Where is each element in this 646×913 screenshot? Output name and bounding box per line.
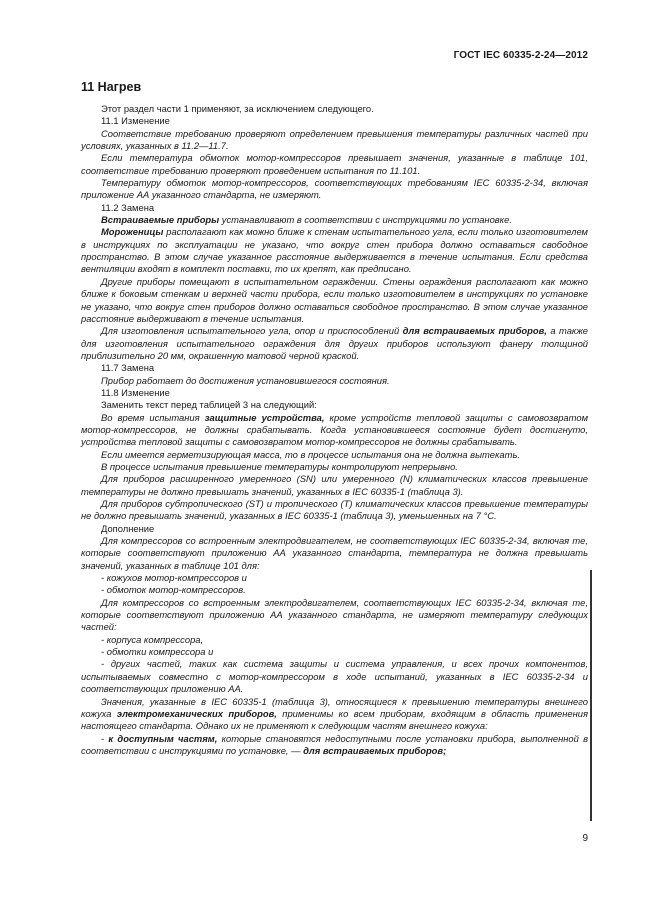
text-run: располагают как можно ближе к стенам испытательного угла, если только изготовителем в инструкциях по эксплуатации не указано, что вокруг стен прибора должно оставаться свободное пространство. В этом случае указанное расстояние выдерживается в течение испытания. Если средства вентиляции входят в комплект поставки, то их крепят, как предписано. (81, 226, 588, 275)
paragraph (81, 325, 588, 362)
defined-term: защитные устройства, (204, 411, 325, 423)
text-run: Для компрессоров со встроенным электродвигателем, не соответствующих IEC 60335-2-34, включая те, которые соответствуют приложению АА указанного стандарта, температура не должна превышать значений, указанных в таблице 101 для: (81, 535, 588, 571)
text-run: Для компрессоров со встроенным электродвигателем, соответствующих IEC 60335-2-34, включая те, которые соответствуют приложению АА указанного стандарта, не измеряют температуру следующих частей: (81, 596, 588, 633)
text-run: Для приборов субтропического (ST) и тропического (T) климатических классов превышение температуры не должно превышать значений, указанных в IEC 60335-1 (таблица 3), уменьшенных на 7 °С. (81, 498, 588, 522)
paragraph (81, 399, 588, 411)
paragraph (81, 276, 588, 325)
page-number: 9 (582, 833, 588, 844)
paragraph (81, 696, 588, 733)
text-run: - других частей, таких как система защиты и система управления, и всех прочих компонентов, испытываемых совместно с мотор-компрессором в ходе испытаний, указанных в IEC 60335-2-34 и соответствующих приложению АА. (81, 658, 588, 695)
paragraph (81, 152, 588, 177)
text-run: Во время испытания (101, 411, 205, 423)
text-run: Этот раздел части 1 применяют, за исключением следующего. (101, 103, 374, 114)
text-run: Прибор работает до достижения установившегося состояния. (101, 374, 390, 386)
text-run: устанавливают в соответствии с инструкциями по установке. (219, 214, 512, 226)
paragraph (81, 523, 588, 535)
paragraph (81, 375, 588, 387)
text-run: Дополнение (101, 522, 155, 534)
text-run: Значения, указанные в IEC 60335-1 (таблица 3), относящиеся к превышению температуры внешнего кожуха (81, 695, 588, 719)
paragraph (81, 202, 588, 214)
text-run: Для приборов расширенного умеренного (SN) или умеренного (N) климатических классов превышение температуры не должно превышать значений, указанных в IEC 60335-1 (таблица 3). (81, 473, 588, 497)
paragraph (81, 535, 588, 572)
paragraph (81, 226, 588, 275)
defined-term: Встраиваемые приборы (101, 214, 220, 226)
paragraph (81, 115, 588, 127)
defined-term: для встраиваемых приборов, (402, 325, 547, 337)
text-run: - обмотки компрессора и (101, 646, 214, 658)
defined-term: электромеханических приборов, (116, 707, 277, 719)
text-run: которые становятся недоступными после установки прибора, выполненной в соответствии с инструкциями по установке, — (81, 732, 589, 756)
paragraph (81, 733, 588, 758)
paragraph (81, 498, 588, 523)
paragraph (81, 449, 588, 461)
document-body (81, 103, 588, 757)
paragraph (81, 473, 588, 498)
text-run: - кожухов мотор-компрессоров и (101, 572, 247, 584)
text-run: Для изготовления испытательного угла, опор и приспособлений (101, 325, 403, 337)
text-run: 11.7 Замена (101, 362, 155, 374)
paragraph (81, 128, 588, 153)
paragraph (81, 214, 588, 226)
text-run: Заменить текст перед таблицей 3 на следующий: (101, 399, 317, 411)
paragraph (81, 658, 588, 695)
paragraph (81, 177, 588, 202)
text-run: 11.1 Изменение (101, 115, 170, 127)
paragraph (81, 597, 588, 634)
paragraph (81, 461, 588, 473)
section-title: 11 Нагрев (81, 80, 142, 94)
text-run: - (101, 732, 109, 744)
text-run: а также для изготовления испытательного ограждения для других приборов используют фанеру толщиной приблизительно 20 мм, окрашенную матовой черной краской. (81, 325, 589, 361)
defined-term: к доступным частям, (108, 732, 218, 744)
text-run: Другие приборы помещают в испытательном ограждении. Стены ограждения располагают как можно ближе к боковым стенкам и верхней части прибора, если только изготовителем в инструкциях по установке не указано, что вокруг стен приборов должно оставаться свободное пространство. В этом случае указанное расстояние выдерживают в течение испытания. (81, 275, 588, 324)
document-header: ГОСТ IEC 60335-2-24—2012 (453, 50, 588, 61)
paragraph (81, 387, 588, 399)
paragraph (81, 572, 588, 584)
text-run: Температуру обмоток мотор-компрессоров, соответствующих требованиям IEC 60335-2-34, включая приложение АА указанного стандарта, не измеряют. (81, 177, 588, 201)
paragraph (81, 103, 588, 115)
paragraph (81, 646, 588, 658)
text-run: - обмоток мотор-компрессоров. (101, 584, 246, 596)
change-bar (590, 570, 592, 821)
defined-term: для встраиваемых приборов; (303, 744, 447, 756)
text-run: - корпуса компрессора, (101, 633, 204, 645)
text-run: Если температура обмоток мотор-компрессоров превышает значения, указанные в таблице 101, соответствие требованию проверяют проведением испытания по 11.101. (81, 152, 588, 176)
paragraph (81, 362, 588, 374)
paragraph (81, 634, 588, 646)
text-run: 11.8 Изменение (101, 386, 170, 398)
defined-term: Мороженицы (101, 226, 164, 238)
text-run: Соответствие требованию проверяют определением превышения температуры различных частей при условиях, указанных в 11.2—11.7. (81, 127, 588, 152)
text-run: применимы ко всем приборам, входящим в область применения настоящего стандарта. Однако их не применяют к следующим частям внешнего кожуха: (81, 707, 589, 732)
text-run: В процессе испытания превышение температуры контролируют непрерывно. (101, 460, 458, 472)
paragraph (81, 584, 588, 596)
text-run: Если имеется герметизирующая масса, то в процессе испытания она не должна вытекать. (101, 448, 520, 460)
text-run: 11.2 Замена (101, 201, 155, 213)
paragraph (81, 412, 588, 449)
text-run: кроме устройств тепловой защиты с самовозвратом мотор-компрессоров, не должны срабатывать. Когда установившееся состояние будет достигнуто, устройства тепловой защиты с самовозвратом мотор-компрессоров не должны срабатывать. (81, 411, 588, 448)
